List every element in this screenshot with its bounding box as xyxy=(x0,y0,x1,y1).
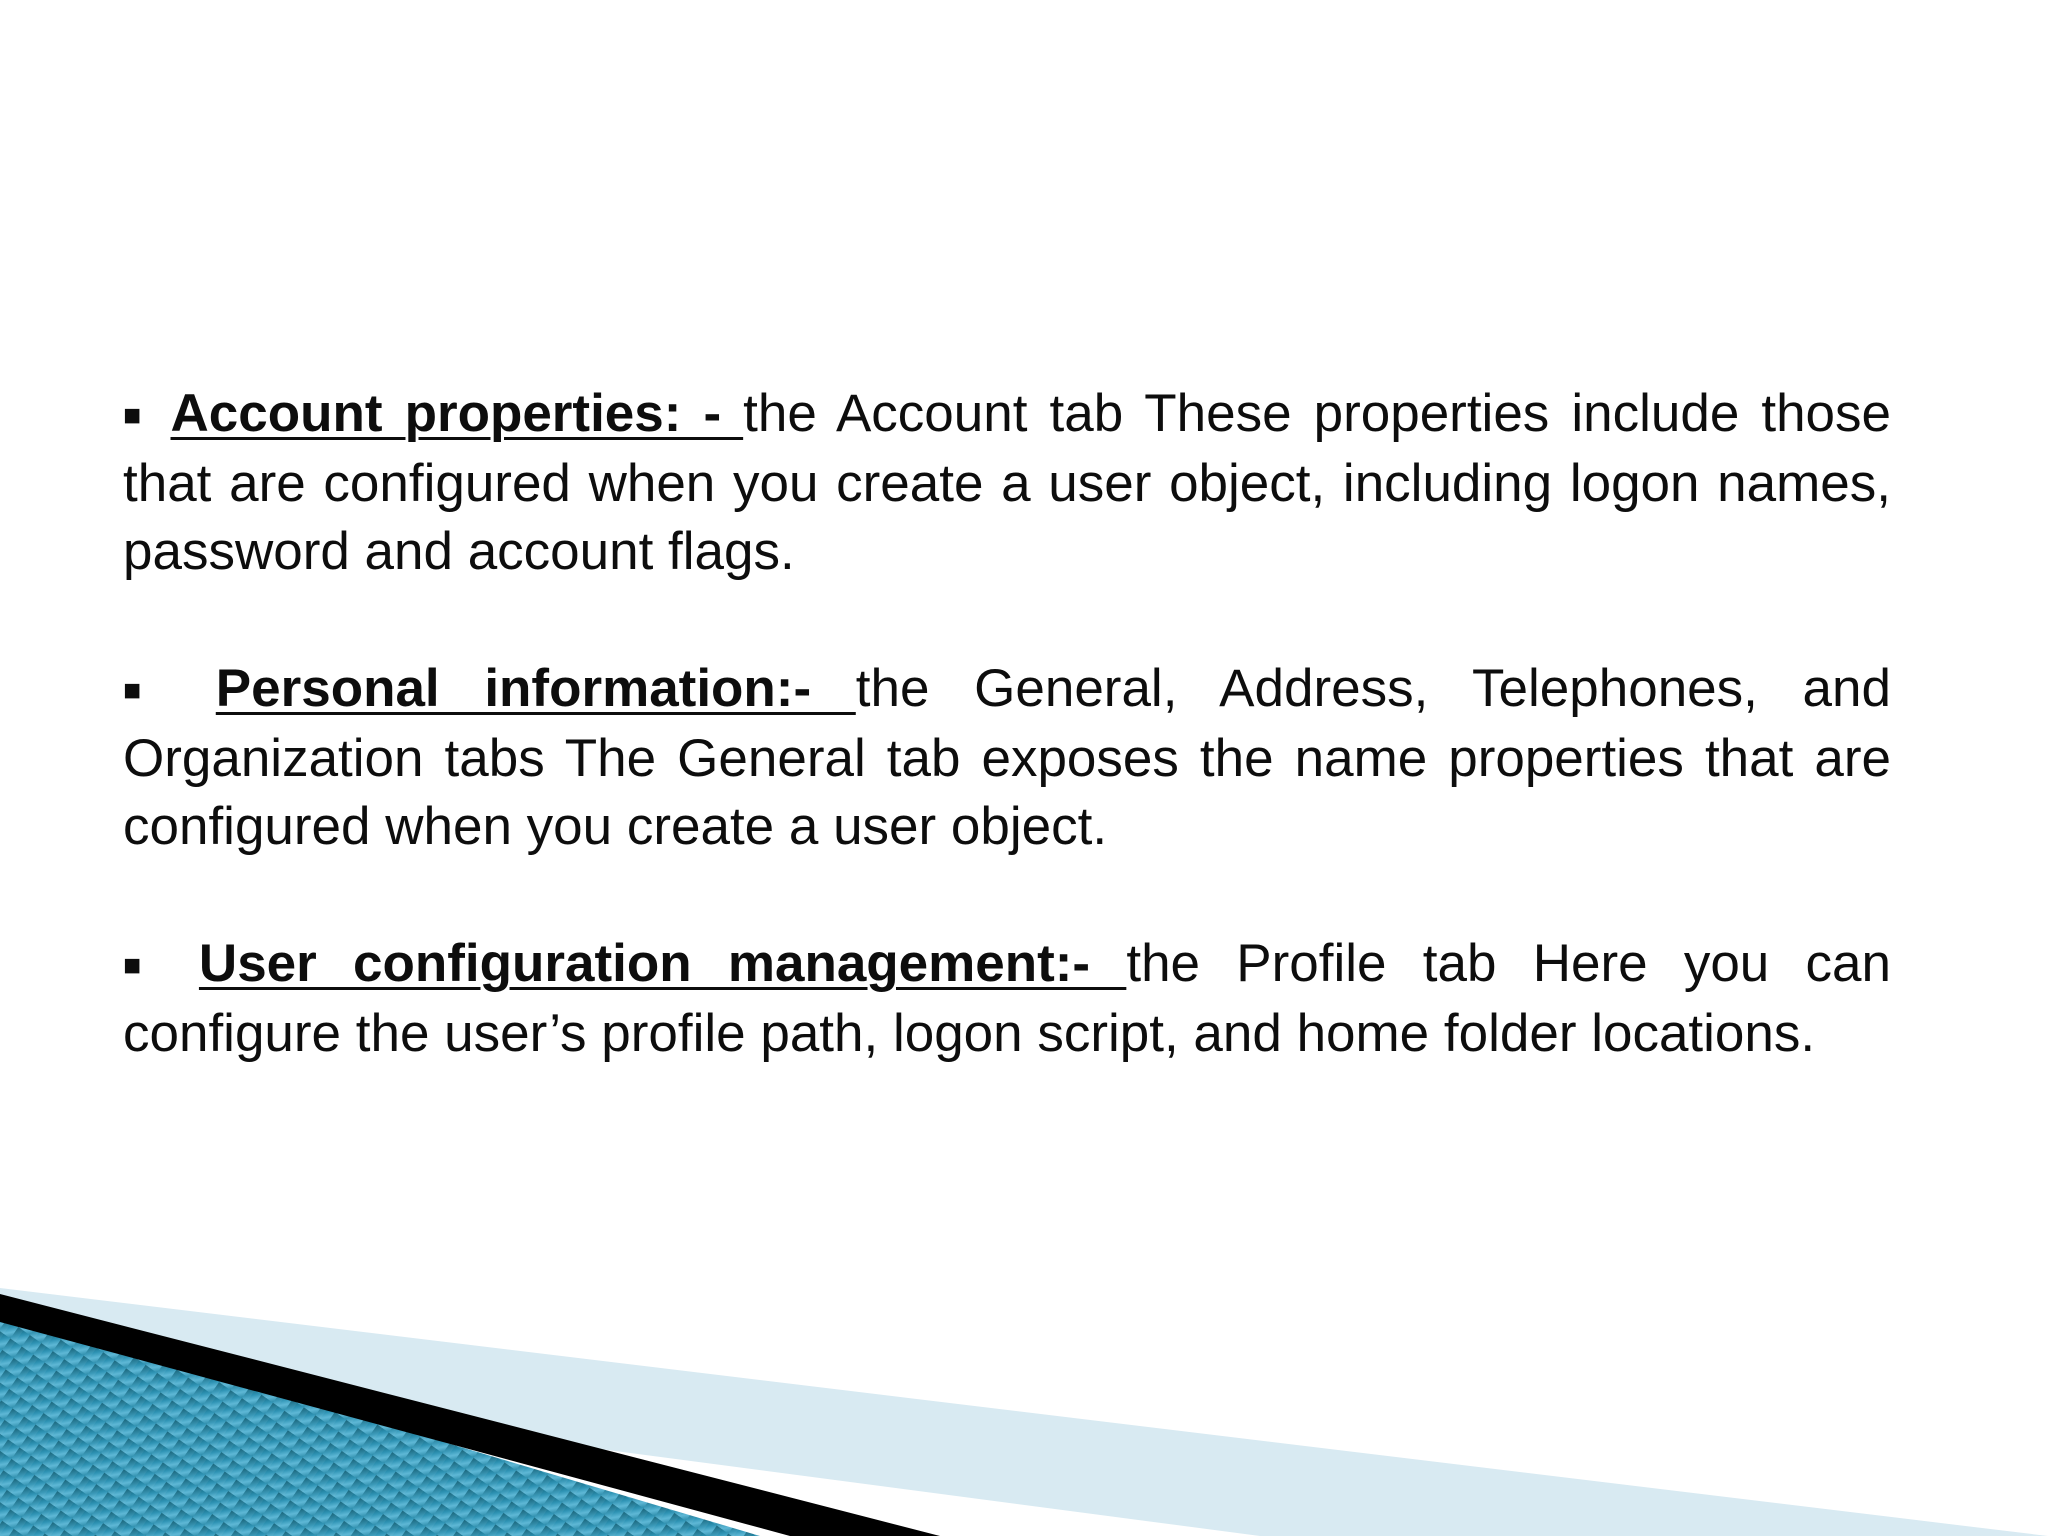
bullet-paragraph-account xyxy=(123,380,1891,586)
personal-information-heading: Personal information:- xyxy=(215,659,856,718)
square-bullet-icon: ■ xyxy=(123,949,163,982)
account-properties-text: the Account tab These properties include those that are configured when you create a user object, including logon names, password and account flags. xyxy=(123,384,1892,581)
square-bullet-icon: ■ xyxy=(123,399,149,432)
corner-swoosh-decoration xyxy=(0,1280,2048,1536)
personal-information-text: the General, Address, Telephones, and Organization tabs The General tab exposes the name properties that are configured when you create a user object. xyxy=(123,659,1891,856)
square-bullet-icon: ■ xyxy=(123,674,172,707)
user-configuration-text: the Profile tab Here you can configure the user’s profile path, logon script, and home folder locations. xyxy=(123,934,1891,1063)
user-configuration-heading: User configuration management:- xyxy=(198,934,1127,993)
bullet-paragraph-personal xyxy=(123,655,1891,861)
bullet-paragraph-user-config xyxy=(123,930,1891,1068)
slide-body xyxy=(123,380,1891,1137)
account-properties-heading: Account properties: - xyxy=(170,384,744,443)
